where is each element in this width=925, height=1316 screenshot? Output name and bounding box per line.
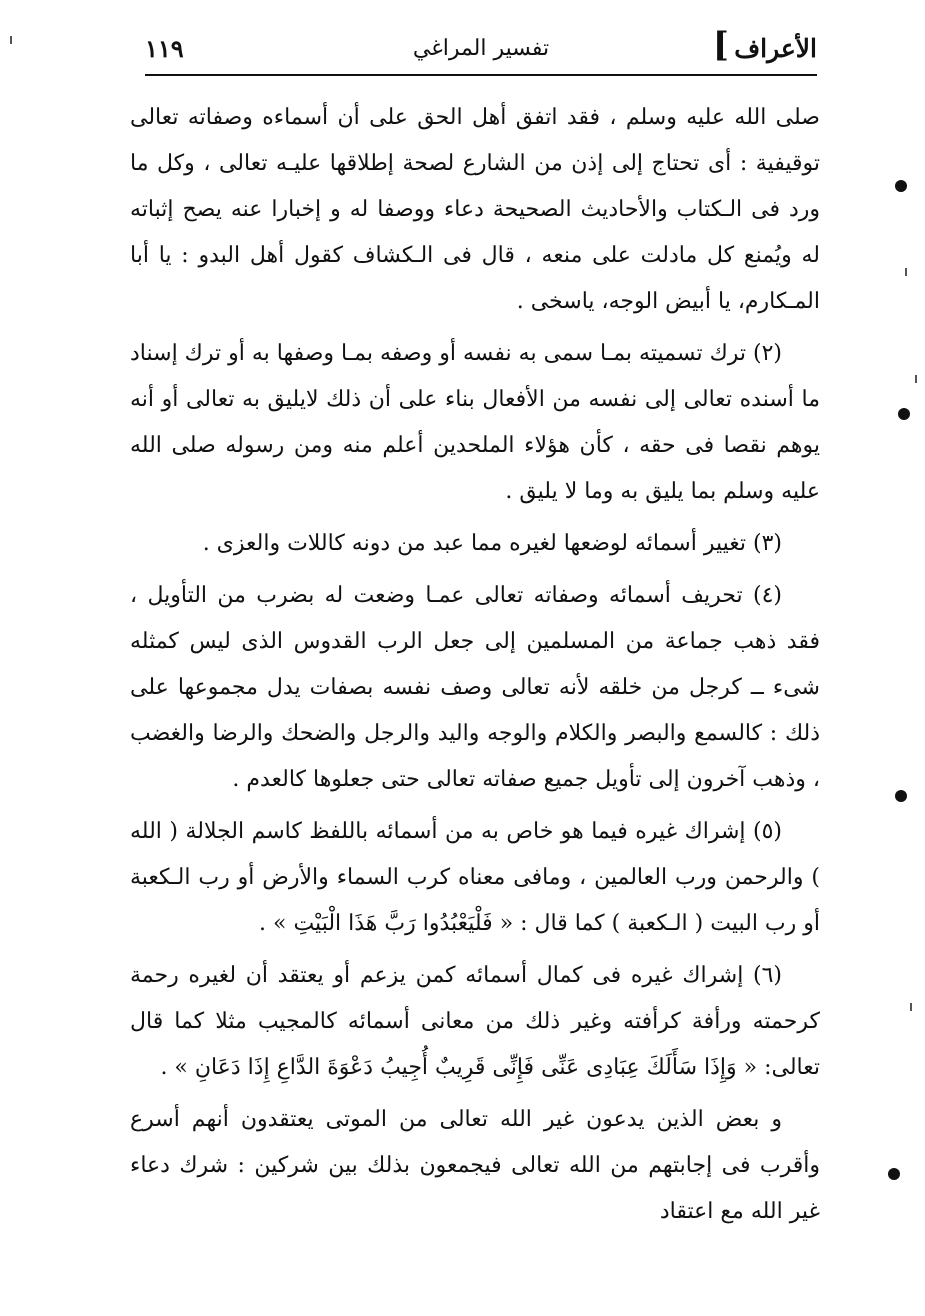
margin-speck: [910, 1003, 912, 1011]
book-title: تفسير المراغي: [412, 36, 550, 61]
paragraph-5: (٥) إشراك غيره فيما هو خاص به من أسمائه باللفظ كاسم الجلالة ( الله ) والرحمن ورب العالمين ، ومافى معناه كرب السماء والأرض أو رب الـكعبة أو رب البيت ( الـكعبة ) كما قال : « فَلْيَعْبُدُوا رَبَّ هَذَا الْبَيْتِ » .: [130, 819, 820, 936]
page-body: [130, 95, 820, 1241]
surah-name: الأعراف: [734, 34, 817, 63]
paragraph-2: (٢) ترك تسميته بمـا سمى به نفسه أو وصفه بمـا وصفها به أو ترك إسناد ما أسنده تعالى إلى نفسه من الأفعال بناء على أن ذلك لايليق به تعالى أو أنه يوهم نقصا فى حقه ، كأن هؤلاء الملحدين أعلم منه ومن رسوله صلى الله عليه وسلم بما يليق به وما لا يليق .: [130, 341, 820, 504]
margin-speck: [898, 408, 910, 420]
header-rule: [145, 74, 817, 76]
margin-speck: [895, 180, 907, 192]
margin-speck: [888, 1168, 900, 1180]
paragraph-6: (٦) إشراك غيره فى كمال أسمائه كمن يزعم أو يعتقد أن لغيره رحمة كرحمته ورأفة كرأفته وغير ذلك من معانى أسمائه كالمجيب مثلا كما قال تعالى: « وَإِذَا سَأَلَكَ عِبَادِى عَنِّى فَإِنِّى قَرِيبٌ أُجِيبُ دَعْوَةَ الدَّاعِ إِذَا دَعَانِ » .: [130, 963, 820, 1080]
paragraph-1: صلى الله عليه وسلم ، فقد اتفق أهل الحق على أن أسماءه وصفاته تعالى توقيفية : أى تحتاج إلى إذن من الشارع لصحة إطلاقها عليـه تعالى ، وكل ما ورد فى الـكتاب والأحاديث الصحيحة دعاء ووصفا له و إخبارا عنه يصح إثباته له ويُمنع كل مادلت على منعه ، قال فى الـكشاف كقول أهل البدو : يا أبا المـكارم، يا أبيض الوجه، ياسخى .: [130, 105, 820, 314]
margin-speck: [915, 375, 917, 383]
margin-speck: [905, 268, 907, 276]
paragraph-4: (٤) تحريف أسمائه وصفاته تعالى عمـا وضعت له بضرب من التأويل ، فقد ذهب جماعة من المسلمين إلى جعل الرب القدوس الذى ليس كمثله شىء ــ كرجل من خلقه لأنه تعالى وصف نفسه بصفات يدل مجموعها على ذلك : كالسمع والبصر والكلام والوجه واليد والرجل والضحك والرضا والغضب ، وذهب آخرون إلى تأويل جميع صفاته تعالى حتى جعلوها كالعدم .: [130, 583, 820, 792]
paragraph-7: و بعض الذين يدعون غير الله تعالى من الموتى يعتقدون أنهم أسرع وأقرب فى إجابتهم من الله تعالى فيجمعون بذلك بين شركين : شرك دعاء غير الله مع اعتقاد: [130, 1107, 820, 1224]
header-bracket: ]: [712, 25, 729, 65]
margin-speck: [895, 790, 907, 802]
page-header: [145, 25, 817, 72]
margin-speck: [10, 36, 12, 44]
paragraph-3: (٣) تغيير أسمائه لوضعها لغيره مما عبد من دونه كاللات والعزى .: [202, 531, 782, 556]
page-number: ١١٩: [145, 34, 184, 63]
